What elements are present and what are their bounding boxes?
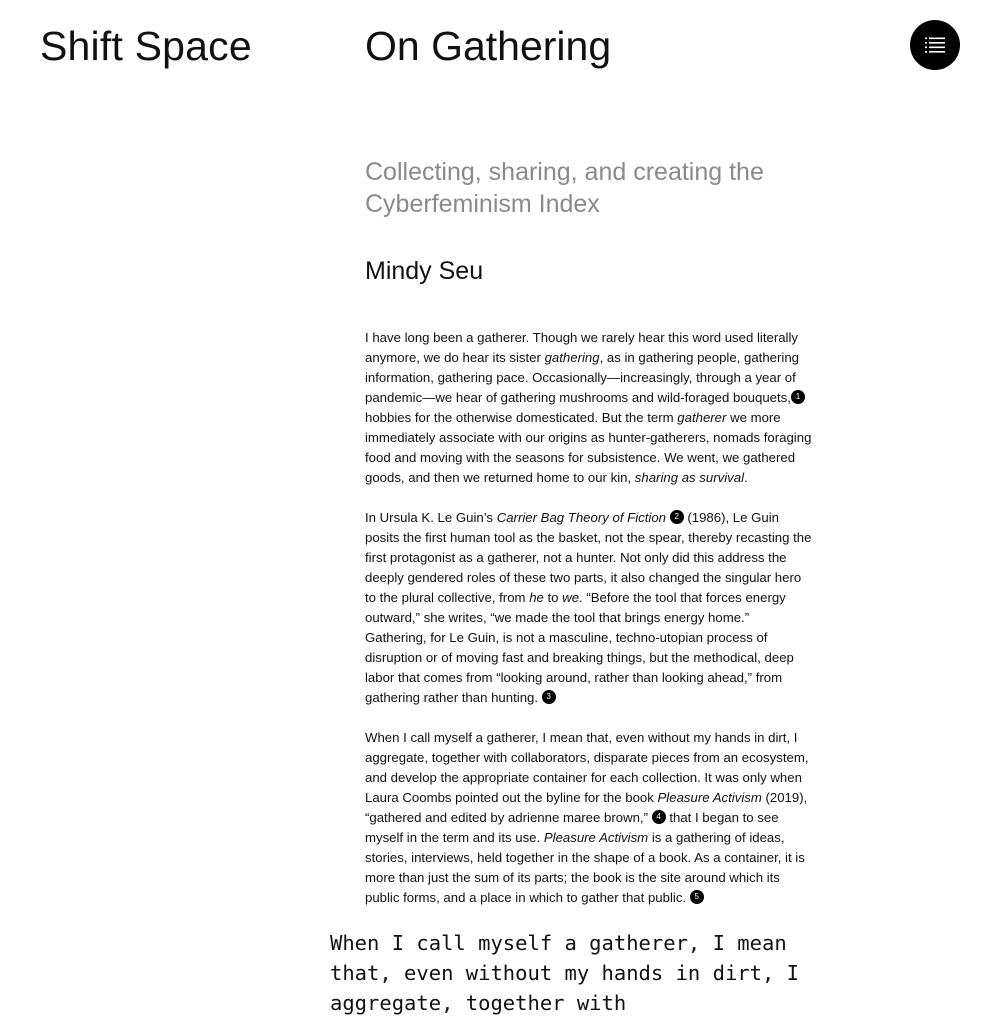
footnote-marker-3[interactable]: 3 xyxy=(542,690,556,704)
text-run: hobbies for the otherwise domesticated. But the term xyxy=(365,410,678,425)
footnote-marker-4[interactable]: 4 xyxy=(652,810,666,824)
author-name: Mindy Seu xyxy=(365,257,484,285)
text-run: (1986), Le Guin posits the first human tool as the basket, not the spear, thereby recasting the first protagonist as a gatherer, not a hunter. Not only did this address the deeply gendered roles of these two parts, it also changed the singular hero to the plural collective, from xyxy=(365,510,812,605)
article-subtitle: Collecting, sharing, and creating the Cyberfeminism Index xyxy=(365,158,764,218)
site-title-link[interactable]: Shift Space xyxy=(40,23,252,69)
book-title: Carrier Bag Theory of Fiction xyxy=(496,510,667,525)
list-icon xyxy=(925,37,945,53)
paragraph-2 xyxy=(365,508,813,708)
text-run: In Ursula K. Le Guin’s xyxy=(365,510,497,525)
text-run: that I began to see myself in the term and its use. xyxy=(365,810,779,845)
book-title: Pleasure Activism xyxy=(543,830,649,845)
text-run: to xyxy=(543,590,563,605)
pull-quote: When I call myself a gatherer, I mean that, even without my hands in dirt, I aggregate, together with xyxy=(330,931,799,1015)
article-body xyxy=(365,328,813,928)
footnote-marker-5[interactable]: 5 xyxy=(690,890,704,904)
footnote-marker-2[interactable]: 2 xyxy=(670,510,684,524)
text-run: I have long been a gatherer. Though we rarely hear this word used literally anymore, we do hear its sister xyxy=(365,330,799,365)
book-title: Pleasure Activism xyxy=(657,790,762,805)
emphasis-text: gathering xyxy=(544,350,600,365)
text-run: . “Before the tool that forces energy outward,” she writes, “we made the tool that brings energy home.” Gathering, for Le Guin, is not a masculine, techno-utopian process of disruption or of moving fast and breaking things, but the methodical, deep labor that comes from “looking around, rather than looking ahead,” from gathering rather than hunting. xyxy=(365,590,794,705)
menu-button[interactable] xyxy=(910,20,960,70)
footnote-marker-1[interactable]: 1 xyxy=(791,390,805,404)
emphasis-text: sharing as survival xyxy=(634,470,745,485)
article-title: On Gathering xyxy=(365,23,612,69)
text-run: . xyxy=(744,470,748,485)
emphasis-text: we xyxy=(562,590,580,605)
text-run: When I call myself a gatherer, I mean that, even without my hands in dirt, I aggregate, together with collaborators, disparate pieces from an ecosystem, and develop the appropriate container for each collection. It was only when Laura Coombs pointed out the byline for the book xyxy=(365,730,809,805)
text-run: is a gathering of ideas, stories, interviews, held together in the shape of a book. As a container, it is more than just the sum of its parts; the book is the site around which its public forms, and a place in which to gather that public. xyxy=(365,830,805,905)
paragraph-1 xyxy=(365,328,813,488)
text-run: we more immediately associate with our origins as hunter-gatherers, nomads foraging food and moving with the seasons for subsistence. We went, we gathered goods, and then we returned home to our kin, xyxy=(365,410,812,485)
text-run: (2019), “gathered and edited by adrienne maree brown,” xyxy=(365,790,808,825)
paragraph-3 xyxy=(365,728,813,908)
emphasis-text: gatherer xyxy=(677,410,727,425)
text-run: , as in gathering people, gathering information, gathering pace. Occasionally—increasingly, through a year of pandemic—we hear of gathering mushrooms and wild-foraged bouquets, xyxy=(365,350,800,405)
emphasis-text: he xyxy=(529,590,544,605)
